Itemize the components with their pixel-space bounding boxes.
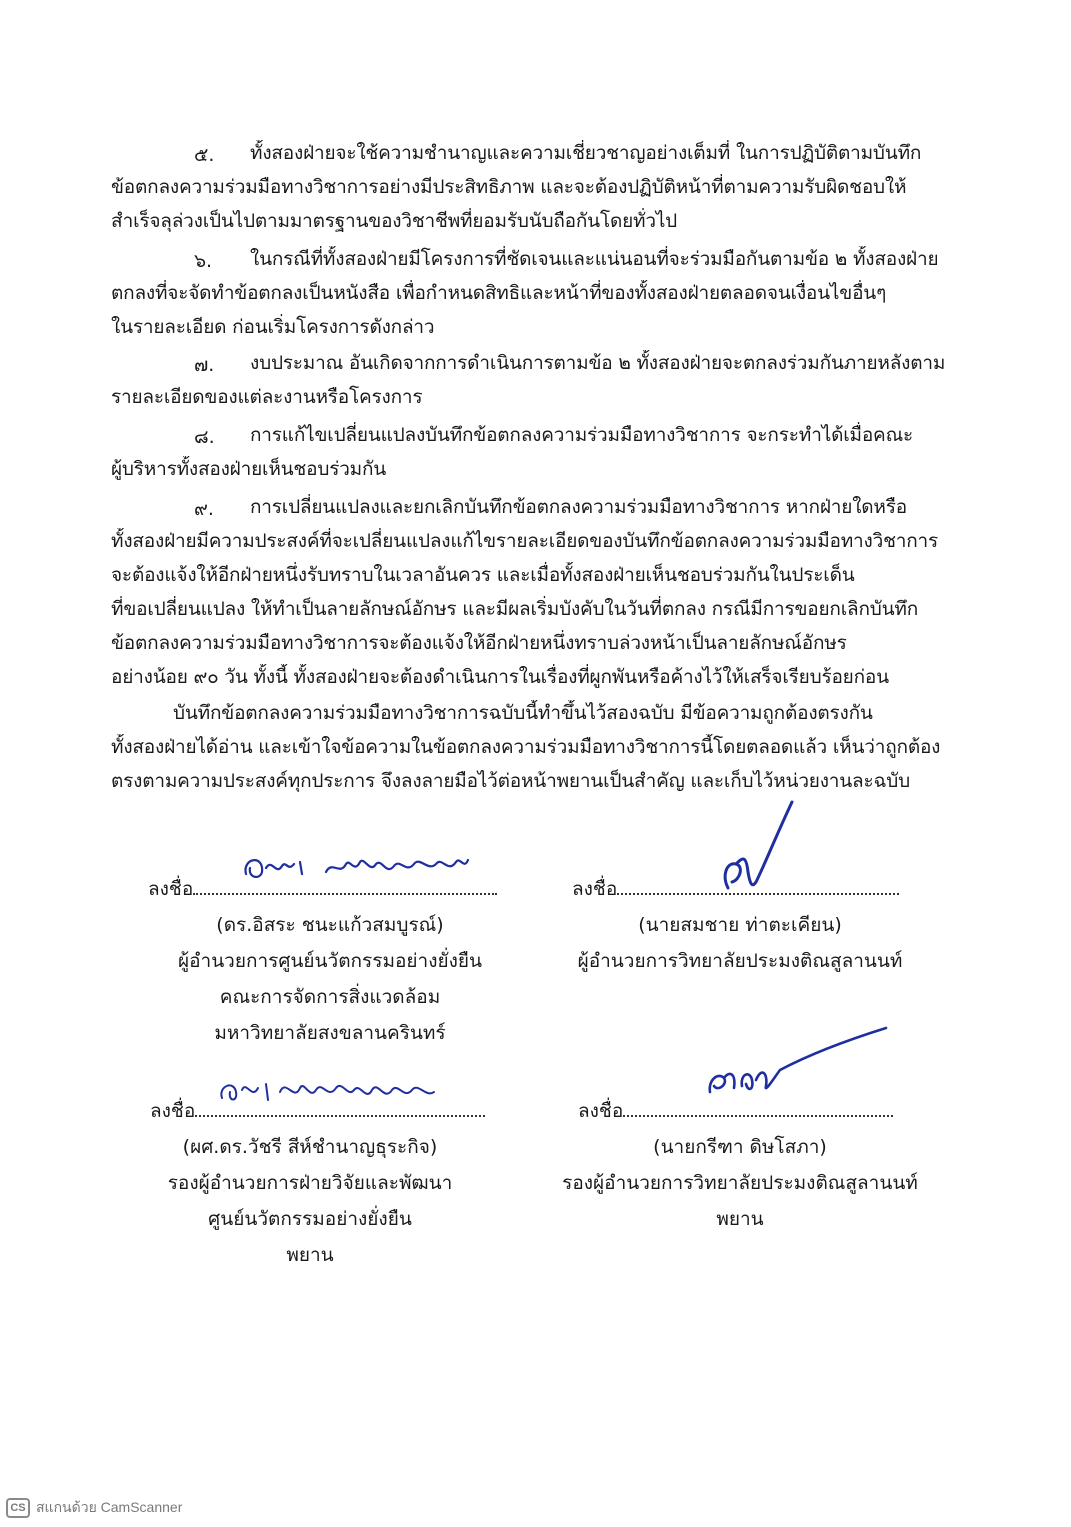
- signatory-1-title-3: มหาวิทยาลัยสงขลานครินทร์: [214, 1022, 446, 1044]
- clause-9-line-2: ทั้งสองฝ่ายมีความประสงค์ที่จะเปลี่ยนแปลงแก้ไขรายละเอียดของบันทึกข้อตกลงความร่วมมือทางวิชาการ: [111, 530, 939, 552]
- signatory-3-name: (ผศ.ดร.วัชรี สีห์ชำนาญธุระกิจ): [182, 1136, 438, 1158]
- signatory-3-witness: พยาน: [286, 1244, 334, 1266]
- camscanner-watermark: [6, 1497, 182, 1519]
- signature-dots: [623, 1101, 893, 1117]
- signatory-1: [120, 912, 540, 1046]
- clause-7-number: ๗.: [194, 354, 215, 376]
- camscanner-text: สแกนด้วย CamScanner: [36, 1499, 183, 1515]
- clause-6-line-2: ตกลงที่จะจัดทำข้อตกลงเป็นหนังสือ เพื่อกำหนดสิทธิและหน้าที่ของทั้งสองฝ่ายตลอดจนเงื่อนไขอื่นๆ: [111, 282, 887, 304]
- clause-5-line-3: สำเร็จลุล่วงเป็นไปตามมาตรฐานของวิชาชีพที่ยอมรับนับถือกันโดยทั่วไป: [111, 210, 678, 232]
- handwritten-signature-1: [236, 848, 506, 888]
- clause-9-line-1: การเปลี่ยนแปลงและยกเลิกบันทึกข้อตกลงความร่วมมือทางวิชาการ หากฝ่ายใดหรือ: [250, 496, 907, 518]
- clause-6-line-3: ในรายละเอียด ก่อนเริ่มโครงการดังกล่าว: [111, 316, 435, 338]
- camscanner-logo-icon: CS: [6, 1498, 30, 1518]
- signatory-4-title-1: รองผู้อำนวยการวิทยาลัยประมงติณสูลานนท์: [562, 1172, 918, 1194]
- sign-label: ลงชื่อ: [578, 1100, 624, 1122]
- signatory-3: [100, 1134, 520, 1268]
- clause-8-number: ๘.: [194, 426, 215, 448]
- clause-7-line-1: งบประมาณ อันเกิดจากการดำเนินการตามข้อ ๒ ทั้งสองฝ่ายจะตกลงร่วมกันภายหลังตาม: [250, 352, 946, 374]
- clause-9-line-4: ที่ขอเปลี่ยนแปลง ให้ทำเป็นลายลักษณ์อักษร และมีผลเริ่มบังคับในวันที่ตกลง กรณีมีการขอยกเลิกบันทึก: [111, 598, 919, 620]
- signatory-1-name: (ดร.อิสระ ชนะแก้วสมบูรณ์): [216, 914, 444, 936]
- clause-7-line-2: รายละเอียดของแต่ละงานหรือโครงการ: [111, 386, 423, 408]
- clause-9-line-5: ข้อตกลงความร่วมมือทางวิชาการจะต้องแจ้งให้อีกฝ่ายหนึ่งทราบล่วงหน้าเป็นลายลักษณ์อักษร: [111, 632, 847, 654]
- clause-6-line-1: ในกรณีที่ทั้งสองฝ่ายมีโครงการที่ชัดเจนและแน่นอนที่จะร่วมมือกันตามข้อ ๒ ทั้งสองฝ่าย: [250, 248, 939, 270]
- closing-line-3: ตรงตามความประสงค์ทุกประการ จึงลงลายมือไว้ต่อหน้าพยานเป็นสำคัญ และเก็บไว้หน่วยงานละฉบับ: [111, 770, 910, 792]
- handwritten-signature-3: [214, 1072, 454, 1112]
- signatory-2-name: (นายสมชาย ท่าตะเคียน): [638, 914, 842, 936]
- signatory-4: [540, 1134, 940, 1232]
- signatory-3-title-2: ศูนย์นวัตกรรมอย่างยั่งยืน: [208, 1208, 412, 1230]
- signatory-4-name: (นายกรีฑา ดิษโสภา): [653, 1136, 827, 1158]
- signatory-1-title-2: คณะการจัดการสิ่งแวดล้อม: [219, 986, 441, 1008]
- closing-line-2: ทั้งสองฝ่ายได้อ่าน และเข้าใจข้อความในข้อตกลงความร่วมมือทางวิชาการนี้โดยตลอดแล้ว เห็นว่าถูกต้อง: [111, 736, 941, 758]
- closing-line-1: บันทึกข้อตกลงความร่วมมือทางวิชาการฉบับนี้ทำขึ้นไว้สองฉบับ มีข้อความถูกต้องตรงกัน: [173, 702, 873, 724]
- signatory-1-title-1: ผู้อำนวยการศูนย์นวัตกรรมอย่างยั่งยืน: [177, 950, 483, 972]
- signatory-2: [540, 912, 940, 974]
- clause-6-number: ๖.: [194, 250, 213, 272]
- clause-5-line-2: ข้อตกลงความร่วมมือทางวิชาการอย่างมีประสิทธิภาพ และจะต้องปฏิบัติหน้าที่ตามความรับผิดชอบให้: [111, 176, 907, 198]
- clause-8-line-1: การแก้ไขเปลี่ยนแปลงบันทึกข้อตกลงความร่วมมือทางวิชาการ จะกระทำได้เมื่อคณะ: [250, 424, 913, 446]
- signatory-2-title-1: ผู้อำนวยการวิทยาลัยประมงติณสูลานนท์: [577, 950, 903, 972]
- clause-5-line-1: ทั้งสองฝ่ายจะใช้ความชำนาญและความเชี่ยวชาญอย่างเต็มที่ ในการปฏิบัติตามบันทึก: [250, 142, 922, 164]
- sign-label: ลงชื่อ: [148, 878, 194, 900]
- clause-8-line-2: ผู้บริหารทั้งสองฝ่ายเห็นชอบร่วมกัน: [111, 458, 387, 480]
- clause-9-line-3: จะต้องแจ้งให้อีกฝ่ายหนึ่งรับทราบในเวลาอันควร และเมื่อทั้งสองฝ่ายเห็นชอบร่วมกันในประเด็น: [111, 564, 855, 586]
- clause-9-number: ๙.: [194, 498, 214, 520]
- clause-5-number: ๕.: [194, 144, 215, 166]
- clause-9-line-6: อย่างน้อย ๙๐ วัน ทั้งนี้ ทั้งสองฝ่ายจะต้องดำเนินการในเรื่องที่ผูกพันหรือค้างไว้ให้เสร็จเรียบร้อยก่อน: [111, 666, 889, 688]
- sign-label: ลงชื่อ: [150, 1100, 196, 1122]
- handwritten-signature-4: [704, 1022, 894, 1102]
- handwritten-signature-2: [700, 796, 800, 896]
- signatory-4-witness: พยาน: [716, 1208, 764, 1230]
- sign-label: ลงชื่อ: [572, 878, 618, 900]
- signatory-3-title-1: รองผู้อำนวยการฝ่ายวิจัยและพัฒนา: [167, 1172, 453, 1194]
